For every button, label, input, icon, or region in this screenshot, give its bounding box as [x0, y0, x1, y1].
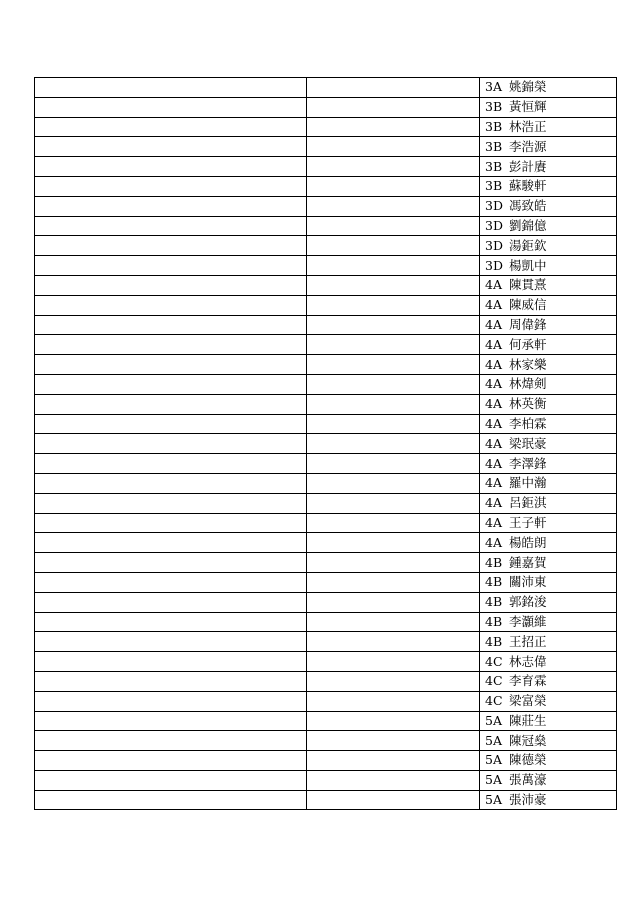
table-row [35, 117, 617, 137]
student-cell [480, 473, 617, 493]
class-code: 4B [485, 574, 503, 590]
table-row [35, 97, 617, 117]
table-row [35, 196, 617, 216]
empty-cell-col1 [35, 652, 307, 672]
empty-cell-col2 [307, 78, 480, 98]
student-cell [480, 493, 617, 513]
table-row [35, 216, 617, 236]
student-cell [480, 137, 617, 157]
empty-cell-col1 [35, 374, 307, 394]
empty-cell-col1 [35, 790, 307, 810]
empty-cell-col2 [307, 275, 480, 295]
empty-cell-col1 [35, 335, 307, 355]
student-cell [480, 770, 617, 790]
empty-cell-col1 [35, 751, 307, 771]
class-code: 3A [485, 79, 502, 95]
table-row [35, 572, 617, 592]
student-name: 鍾嘉賀 [508, 554, 547, 570]
table-row [35, 731, 617, 751]
class-code: 4C [485, 653, 503, 669]
table-row [35, 454, 617, 474]
table-row [35, 612, 617, 632]
student-cell [480, 434, 617, 454]
student-name: 劉錦億 [508, 217, 547, 233]
student-cell [480, 671, 617, 691]
student-cell [480, 275, 617, 295]
class-code: 4A [485, 316, 502, 332]
student-cell [480, 414, 617, 434]
empty-cell-col1 [35, 612, 307, 632]
student-name: 楊皓朗 [508, 534, 547, 550]
class-code: 4A [485, 396, 502, 412]
empty-cell-col1 [35, 97, 307, 117]
empty-cell-col2 [307, 414, 480, 434]
empty-cell-col1 [35, 533, 307, 553]
table-row [35, 315, 617, 335]
student-name: 湯鉅欽 [508, 237, 547, 253]
empty-cell-col2 [307, 473, 480, 493]
student-name: 林家樂 [508, 356, 547, 372]
empty-cell-col1 [35, 493, 307, 513]
empty-cell-col2 [307, 592, 480, 612]
student-cell [480, 236, 617, 256]
student-cell [480, 711, 617, 731]
empty-cell-col2 [307, 256, 480, 276]
empty-cell-col1 [35, 731, 307, 751]
class-code: 5A [485, 752, 502, 768]
empty-cell-col2 [307, 374, 480, 394]
empty-cell-col2 [307, 196, 480, 216]
student-name: 王子軒 [508, 514, 547, 530]
empty-cell-col1 [35, 236, 307, 256]
class-code: 3D [485, 257, 503, 273]
student-name: 李澤鋒 [508, 455, 547, 471]
class-code: 4A [485, 475, 502, 491]
empty-cell-col1 [35, 414, 307, 434]
student-name: 姚錦榮 [508, 79, 547, 95]
student-name: 林浩正 [508, 118, 547, 134]
class-code: 3B [485, 158, 503, 174]
table-row [35, 513, 617, 533]
student-name: 郭銘浚 [508, 594, 547, 610]
empty-cell-col1 [35, 157, 307, 177]
empty-cell-col2 [307, 652, 480, 672]
empty-cell-col2 [307, 176, 480, 196]
student-name: 李灝維 [508, 613, 547, 629]
empty-cell-col2 [307, 315, 480, 335]
student-name: 李柏霖 [508, 415, 547, 431]
empty-cell-col2 [307, 493, 480, 513]
class-code: 4A [485, 297, 502, 313]
student-cell [480, 731, 617, 751]
student-name: 梁珉豪 [508, 435, 547, 451]
student-cell [480, 394, 617, 414]
table-row [35, 553, 617, 573]
empty-cell-col2 [307, 157, 480, 177]
table-row [35, 176, 617, 196]
class-code: 4A [485, 415, 502, 431]
student-cell [480, 553, 617, 573]
student-cell [480, 572, 617, 592]
empty-cell-col2 [307, 533, 480, 553]
class-code: 3D [485, 217, 503, 233]
empty-cell-col2 [307, 632, 480, 652]
student-cell [480, 315, 617, 335]
empty-cell-col1 [35, 196, 307, 216]
empty-cell-col1 [35, 117, 307, 137]
student-cell [480, 176, 617, 196]
student-name: 何承軒 [508, 336, 547, 352]
empty-cell-col1 [35, 691, 307, 711]
empty-cell-col1 [35, 295, 307, 315]
empty-cell-col1 [35, 137, 307, 157]
empty-cell-col1 [35, 473, 307, 493]
empty-cell-col1 [35, 553, 307, 573]
class-code: 4A [485, 514, 502, 530]
table-row [35, 671, 617, 691]
student-cell [480, 216, 617, 236]
empty-cell-col2 [307, 790, 480, 810]
empty-cell-col2 [307, 434, 480, 454]
student-name: 張萬濠 [508, 772, 547, 788]
class-code: 4A [485, 336, 502, 352]
table-row [35, 691, 617, 711]
class-code: 3D [485, 198, 503, 214]
empty-cell-col1 [35, 394, 307, 414]
class-code: 5A [485, 712, 502, 728]
empty-cell-col2 [307, 454, 480, 474]
table-row [35, 473, 617, 493]
student-name: 呂鉅淇 [508, 495, 547, 511]
class-code: 3B [485, 99, 503, 115]
table-row [35, 374, 617, 394]
table-row [35, 78, 617, 98]
student-cell [480, 157, 617, 177]
table-row [35, 632, 617, 652]
class-code: 4C [485, 673, 503, 689]
empty-cell-col1 [35, 256, 307, 276]
student-name: 周偉鋒 [508, 316, 547, 332]
empty-cell-col1 [35, 711, 307, 731]
student-name: 關沛東 [508, 574, 547, 590]
empty-cell-col1 [35, 770, 307, 790]
empty-cell-col2 [307, 612, 480, 632]
class-code: 4A [485, 376, 502, 392]
student-cell [480, 592, 617, 612]
student-cell [480, 790, 617, 810]
empty-cell-col2 [307, 137, 480, 157]
empty-cell-col2 [307, 751, 480, 771]
class-code: 5A [485, 772, 502, 788]
empty-cell-col1 [35, 275, 307, 295]
table-row [35, 751, 617, 771]
class-code: 4C [485, 693, 503, 709]
student-name: 王招正 [508, 633, 547, 649]
empty-cell-col2 [307, 117, 480, 137]
student-cell [480, 751, 617, 771]
student-name: 蘇駿軒 [508, 178, 547, 194]
student-name: 黃恒輝 [508, 99, 547, 115]
empty-cell-col2 [307, 97, 480, 117]
student-cell [480, 117, 617, 137]
student-name: 陳冠燊 [508, 732, 547, 748]
table-row [35, 790, 617, 810]
empty-cell-col2 [307, 394, 480, 414]
table-row [35, 275, 617, 295]
empty-cell-col2 [307, 770, 480, 790]
empty-cell-col1 [35, 434, 307, 454]
empty-cell-col2 [307, 216, 480, 236]
student-name: 馮致皓 [508, 198, 547, 214]
class-code: 3B [485, 118, 503, 134]
empty-cell-col1 [35, 78, 307, 98]
student-name: 楊凱中 [508, 257, 547, 273]
student-cell [480, 652, 617, 672]
class-code: 4A [485, 534, 502, 550]
empty-cell-col2 [307, 513, 480, 533]
empty-cell-col1 [35, 176, 307, 196]
student-cell [480, 612, 617, 632]
student-list-table [34, 77, 617, 810]
class-code: 3B [485, 178, 503, 194]
empty-cell-col2 [307, 572, 480, 592]
empty-cell-col1 [35, 454, 307, 474]
table-row [35, 533, 617, 553]
student-name: 李浩源 [508, 138, 547, 154]
student-cell [480, 256, 617, 276]
empty-cell-col1 [35, 513, 307, 533]
student-cell [480, 97, 617, 117]
empty-cell-col2 [307, 335, 480, 355]
class-code: 4B [485, 613, 503, 629]
student-cell [480, 691, 617, 711]
class-code: 5A [485, 732, 502, 748]
class-code: 4A [485, 455, 502, 471]
empty-cell-col1 [35, 355, 307, 375]
student-cell [480, 513, 617, 533]
empty-cell-col1 [35, 315, 307, 335]
table-row [35, 434, 617, 454]
empty-cell-col1 [35, 671, 307, 691]
student-cell [480, 355, 617, 375]
empty-cell-col2 [307, 691, 480, 711]
student-cell [480, 295, 617, 315]
student-name: 陳德榮 [508, 752, 547, 768]
student-name: 羅中瀚 [508, 475, 547, 491]
class-code: 4B [485, 554, 503, 570]
empty-cell-col1 [35, 216, 307, 236]
class-code: 5A [485, 792, 502, 808]
student-name: 陳莊生 [508, 712, 547, 728]
student-name: 梁富榮 [508, 693, 547, 709]
empty-cell-col2 [307, 236, 480, 256]
student-name: 林煒剣 [508, 376, 547, 392]
table-row [35, 335, 617, 355]
empty-cell-col2 [307, 355, 480, 375]
empty-cell-col2 [307, 295, 480, 315]
student-cell [480, 374, 617, 394]
student-cell [480, 78, 617, 98]
table-row [35, 295, 617, 315]
table-row [35, 256, 617, 276]
student-cell [480, 196, 617, 216]
class-code: 4A [485, 356, 502, 372]
class-code: 3B [485, 138, 503, 154]
class-code: 4B [485, 633, 503, 649]
student-cell [480, 454, 617, 474]
table-row [35, 592, 617, 612]
table-row [35, 414, 617, 434]
class-code: 4A [485, 495, 502, 511]
table-row [35, 652, 617, 672]
student-name: 陳貫熹 [508, 277, 547, 293]
class-code: 4B [485, 594, 503, 610]
empty-cell-col2 [307, 731, 480, 751]
table-row [35, 236, 617, 256]
table-row [35, 493, 617, 513]
table-row [35, 355, 617, 375]
student-cell [480, 335, 617, 355]
student-cell [480, 533, 617, 553]
student-name: 陳威信 [508, 297, 547, 313]
table-row [35, 394, 617, 414]
empty-cell-col1 [35, 592, 307, 612]
class-code: 4A [485, 277, 502, 293]
table-row [35, 770, 617, 790]
empty-cell-col2 [307, 553, 480, 573]
student-name: 張沛豪 [508, 792, 547, 808]
class-code: 3D [485, 237, 503, 253]
student-name: 林志偉 [508, 653, 547, 669]
empty-cell-col2 [307, 671, 480, 691]
student-cell [480, 632, 617, 652]
student-name: 李育霖 [508, 673, 547, 689]
table-row [35, 137, 617, 157]
empty-cell-col2 [307, 711, 480, 731]
table-row [35, 711, 617, 731]
table-row [35, 157, 617, 177]
student-name: 林英衡 [508, 396, 547, 412]
student-name: 彭計賡 [508, 158, 547, 174]
class-code: 4A [485, 435, 502, 451]
empty-cell-col1 [35, 572, 307, 592]
table-body [35, 78, 617, 810]
empty-cell-col1 [35, 632, 307, 652]
